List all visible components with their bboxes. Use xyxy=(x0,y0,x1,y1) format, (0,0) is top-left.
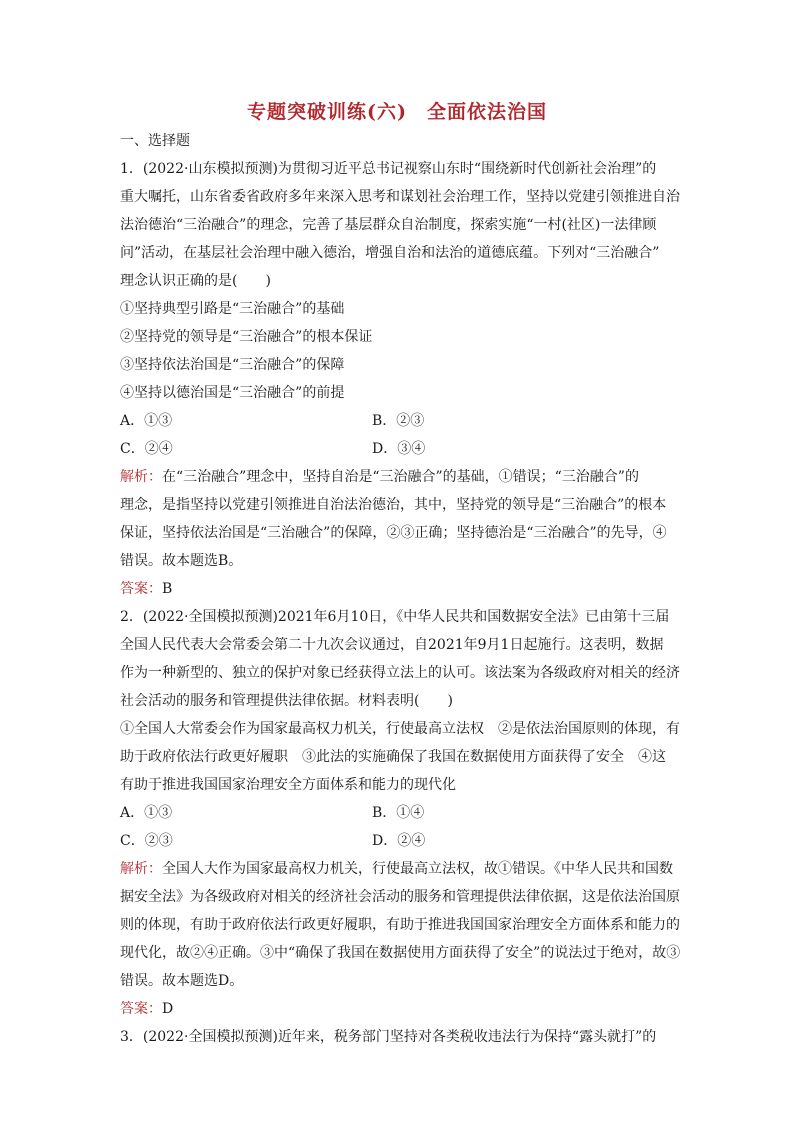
section-heading: 一、选择题 xyxy=(120,133,190,149)
q1-analysis-line: 理念，是指坚持以党建引领推进自治法治德治，其中，坚持党的领导是“三治融合”的根本 xyxy=(120,497,667,513)
q1-option-d: D．③④ xyxy=(372,441,426,457)
q1-line: 1．(2022·山东模拟预测)为贯彻习近平总书记视察山东时“围绕新时代创新社会治理”的 xyxy=(120,161,657,177)
q1-line: 重大嘱托，山东省委省政府多年来深入思考和谋划社会治理工作，坚持以党建引领推进自治 xyxy=(120,189,680,205)
q2-option-b: B．①④ xyxy=(372,805,425,821)
q2-statement: ①全国人大常委会作为国家最高权力机关，行使最高立法权 ②是依法治国原则的体现，有 xyxy=(120,721,680,737)
q2-analysis-line: 则的体现，有助于政府依法行政更好履职，有助于推进我国国家治理安全方面体系和能力的 xyxy=(120,917,680,933)
q2-option-c: C．②③ xyxy=(120,833,173,849)
q1-statement: ④坚持以德治国是“三治融合”的前提 xyxy=(120,385,345,401)
q1-analysis-text: 在“三治融合”理念中，坚持自治是“三治融合”的基础，①错误；“三治融合”的 xyxy=(162,469,639,485)
q2-line: 作为一种新型的、独立的保护对象已经获得立法上的认可。该法案为各级政府对相关的经济 xyxy=(120,665,680,681)
q2-answer xyxy=(120,999,173,1019)
q2-line: 社会活动的服务和管理提供法律依据。材料表明( ) xyxy=(120,693,453,709)
q2-answer-value: D xyxy=(162,1001,174,1017)
q2-analysis-line: 错误。故本题选D。 xyxy=(120,973,244,989)
q3-line: 3．(2022·全国模拟预测)近年来，税务部门坚持对各类税收违法行为保持“露头就打”的 xyxy=(120,1029,657,1045)
q1-line: 理念认识正确的是( ) xyxy=(120,273,271,289)
q2-analysis-line: 据安全法》为各级政府对相关的经济社会活动的服务和管理提供法律依据，这是依法治国原 xyxy=(120,889,680,905)
q2-option-a: A．①③ xyxy=(120,805,173,821)
q1-option-c: C．②④ xyxy=(120,441,173,457)
q2-line: 2．(2022·全国模拟预测)2021年6月10日，《中华人民共和国数据安全法》已由第十三届 xyxy=(120,609,670,625)
q1-answer-value: B xyxy=(162,581,173,597)
q1-statement: ③坚持依法治国是“三治融合”的保障 xyxy=(120,357,345,373)
q1-analysis xyxy=(120,467,639,487)
q1-answer xyxy=(120,579,172,599)
q1-statement: ②坚持党的领导是“三治融合”的根本保证 xyxy=(120,329,373,345)
q1-answer-label: 答案： xyxy=(120,581,162,597)
q1-statement: ①坚持典型引路是“三治融合”的基础 xyxy=(120,301,345,317)
q2-statement: 有助于推进我国国家治理安全方面体系和能力的现代化 xyxy=(120,777,456,793)
q2-analysis-label: 解析： xyxy=(120,861,162,877)
q2-option-d: D．②④ xyxy=(372,833,426,849)
q1-option-a: A．①③ xyxy=(120,413,173,429)
q2-analysis-line: 现代化，故②④正确。③中“确保了我国在数据使用方面获得了安全”的说法过于绝对，故③ xyxy=(120,945,681,961)
q2-answer-label: 答案： xyxy=(120,1001,162,1017)
q1-line: 法治德治“三治融合”的理念，完善了基层群众自治制度，探索实施“一村(社区)一法律顾 xyxy=(120,217,657,233)
q1-analysis-line: 保证，坚持依法治国是“三治融合”的保障，②③正确；坚持德治是“三治融合”的先导，④ xyxy=(120,525,667,541)
q2-statement: 助于政府依法行政更好履职 ③此法的实施确保了我国在数据使用方面获得了安全 ④这 xyxy=(120,749,666,765)
q1-line: 问”活动，在基层社会治理中融入德治，增强自治和法治的道德底蕴。下列对“三治融合” xyxy=(120,245,660,261)
q1-analysis-label: 解析： xyxy=(120,469,162,485)
q1-analysis-line: 错误。故本题选B。 xyxy=(120,553,243,569)
q2-line: 全国人民代表大会常委会第二十九次会议通过，自2021年9月1日起施行。这表明，数据 xyxy=(120,637,664,653)
q2-analysis-text: 全国人大作为国家最高权力机关，行使最高立法权，故①错误。《中华人民共和国数 xyxy=(162,861,673,877)
q1-option-b: B．②③ xyxy=(372,413,425,429)
q2-analysis xyxy=(120,859,673,879)
page-title: 专题突破训练(六) 全面依法治国 xyxy=(247,101,547,123)
